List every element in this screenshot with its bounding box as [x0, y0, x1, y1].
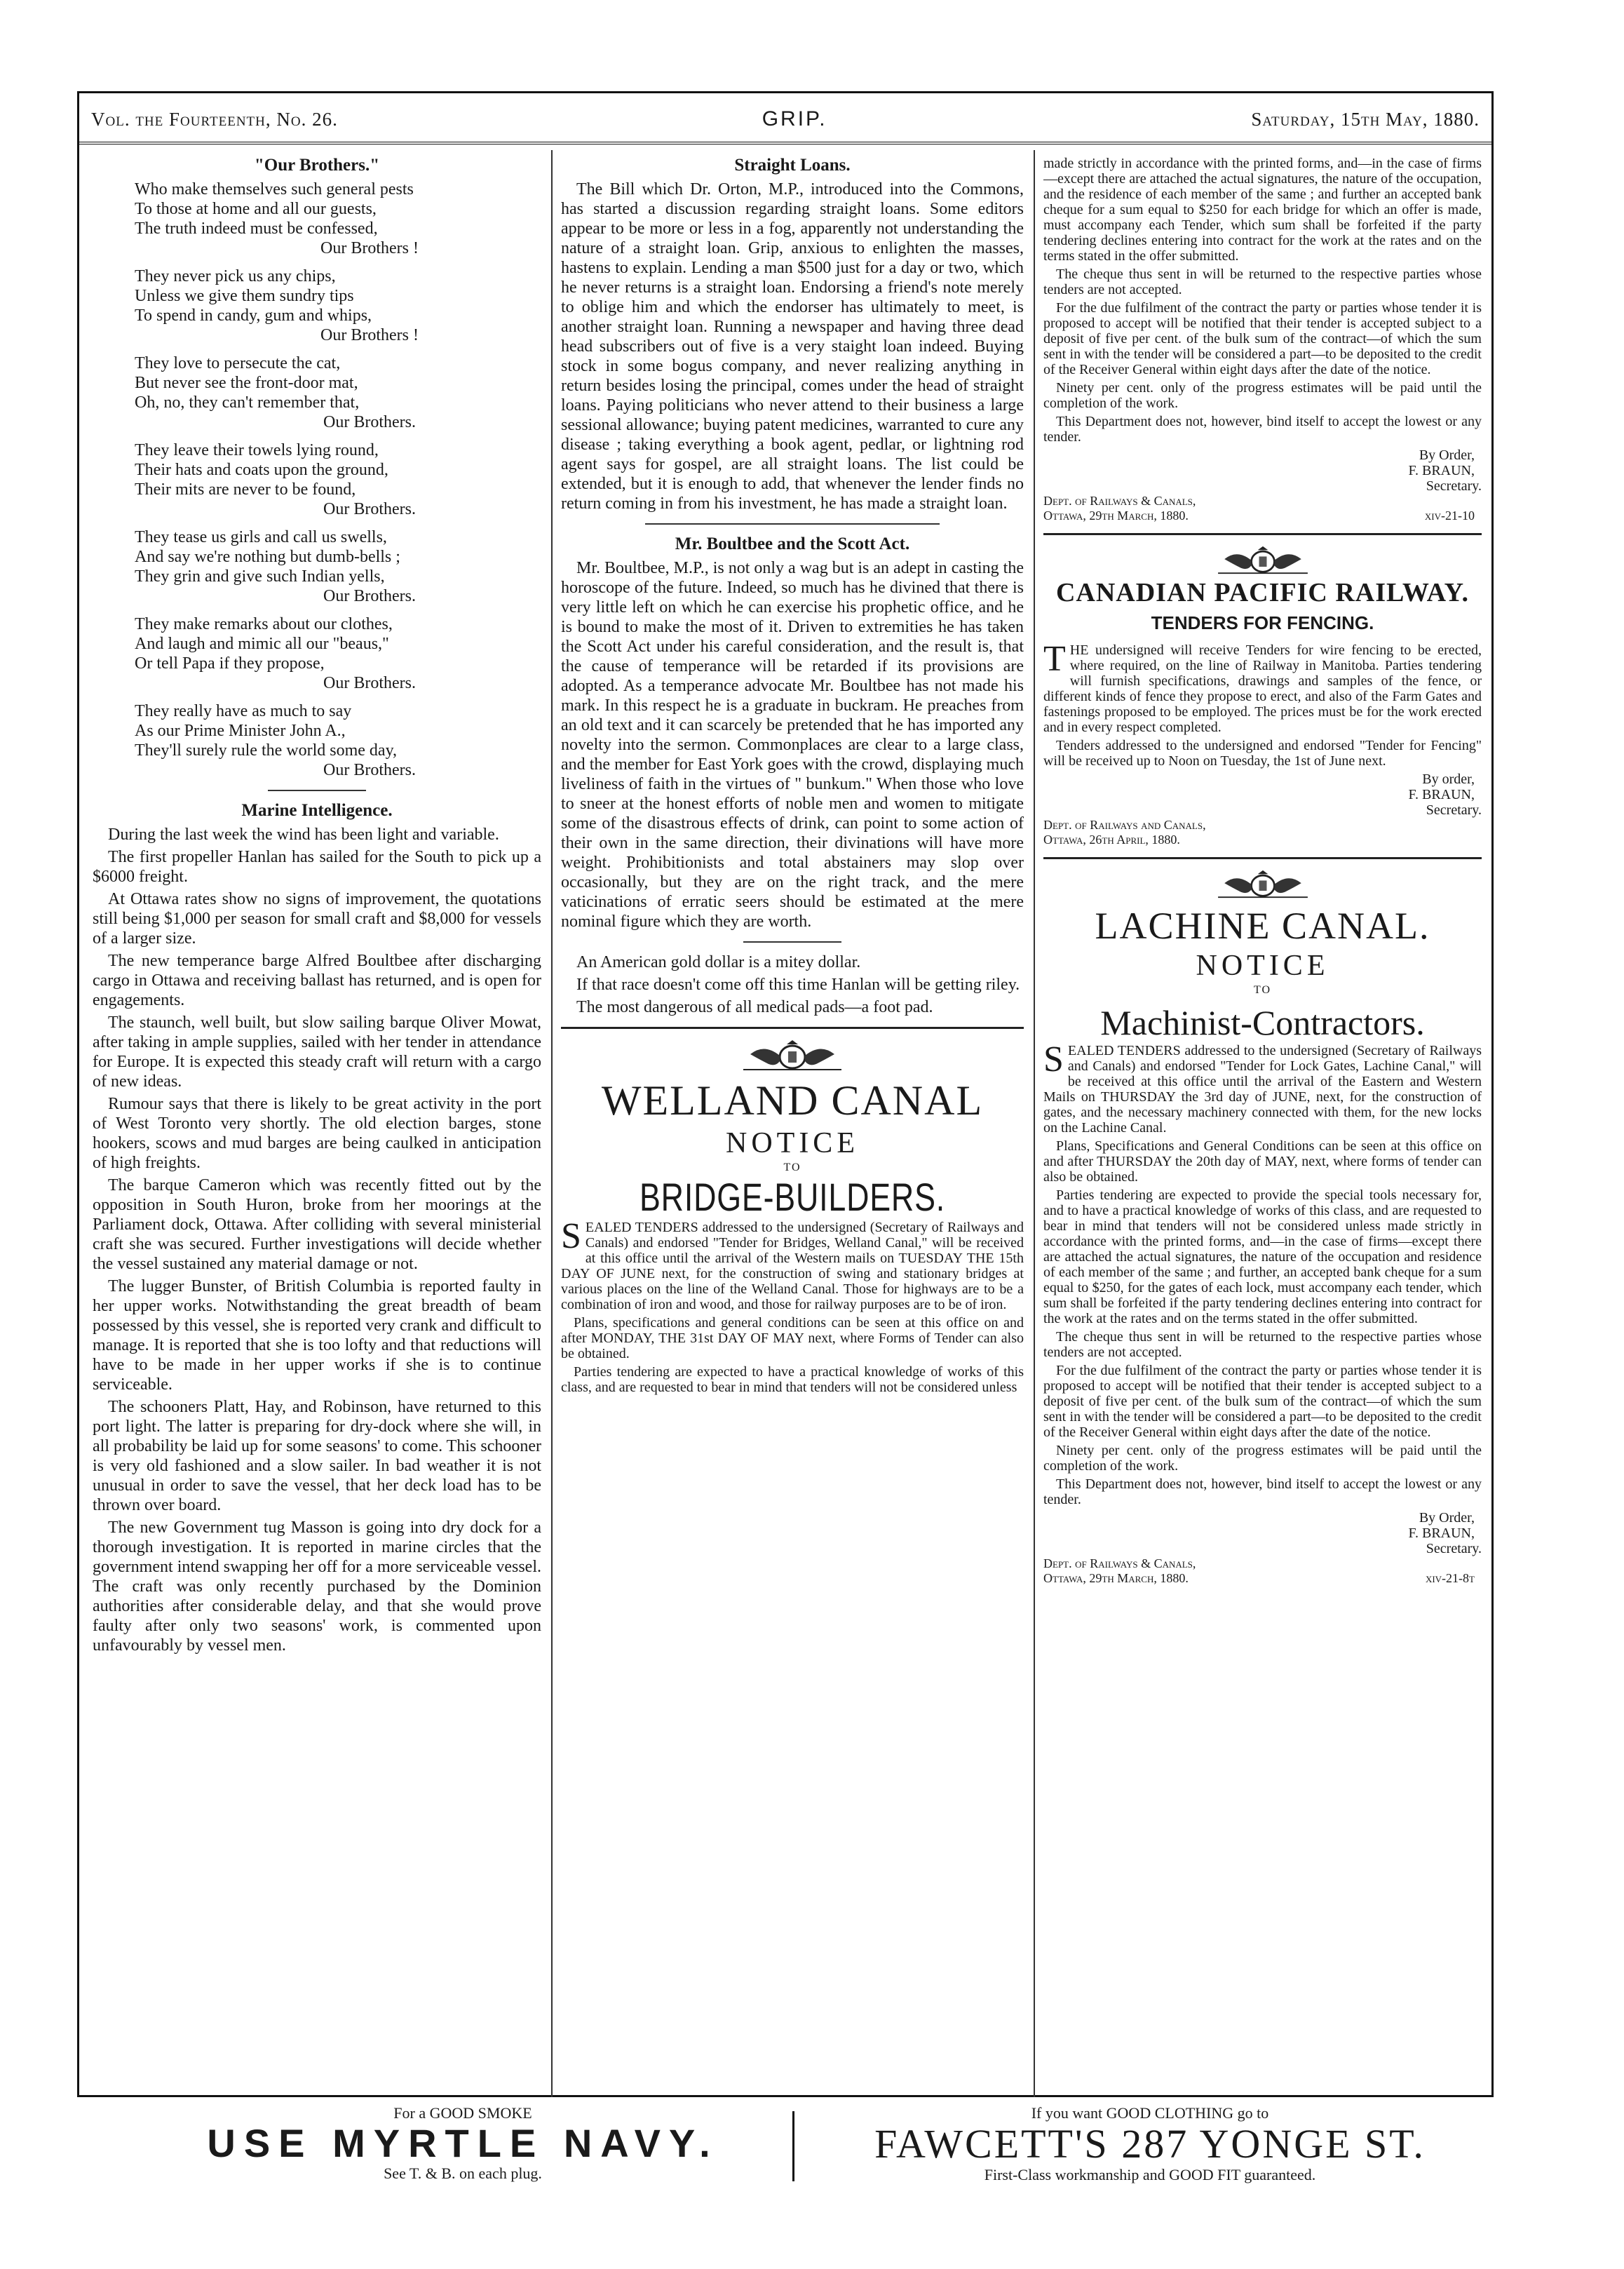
lachine-text: EALED TENDERS addressed to the undersigned (Secretary of Railways and Canals) and endorsed "Tender for Lock Gates, Lachine Canal," will be received at this office until the arrival of the Eastern and Western Mails on THURSDAY the 3rd day of JUNE, next, for the construction of gates, and the necessary machinery connected with them, for the new locks on the Lachine Canal.: [1043, 1043, 1482, 1136]
signature-title: Secretary.: [1426, 1541, 1482, 1556]
ad-rule: [1043, 857, 1482, 859]
welland-continued: [1043, 156, 1482, 523]
by-order: By Order,: [1419, 1510, 1475, 1526]
squib: The most dangerous of all medical pads—a foot pad.: [576, 998, 933, 1016]
cpr-heading: CANADIAN PACIFIC RAILWAY.: [1055, 578, 1470, 607]
poem-line: To spend in candy, gum and whips,: [135, 307, 372, 325]
poem-line: They make remarks about our clothes,: [135, 615, 393, 633]
date-line: [1043, 509, 1482, 523]
poem-stanza: [135, 440, 541, 519]
date-line: [1043, 1571, 1482, 1586]
poem-line: They'll surely rule the world some day,: [135, 741, 398, 760]
lachine-paragraph: [1043, 1039, 1482, 1136]
fawcett-headline: FAWCETT'S 287 YONGE ST.: [874, 2121, 1426, 2167]
welland-cont-paragraph: The cheque thus sent in will be returned to the respective parties whose tenders are not accepted.: [1043, 267, 1482, 297]
poem-stanza: [135, 614, 541, 693]
poem-line: They grin and give such Indian yells,: [135, 567, 385, 586]
poem-refrain: Our Brothers.: [323, 413, 416, 431]
publication-title: GRIP.: [762, 107, 827, 130]
scott-title: Mr. Boultbee and the Scott Act.: [675, 534, 910, 553]
myrtle-bottom-line: See T. & B. on each plug.: [384, 2164, 542, 2182]
marine-paragraph: Rumour says that there is likely to be great activity in the port of West Toronto very shortly. The old election barges, stone hookers, scows and mud barges are being caulked in anticipation of high freights.: [93, 1095, 541, 1172]
welland-text: EALED TENDERS addressed to the undersigned (Secretary of Railways and Canals) and endorsed "Tender for Bridges, Welland Canal," will be received at this office until the arrival of the Western mails on TUESDAY THE 15th DAY OF JUNE next, for the construction of swing and stationary bridges at various places on the line of the Welland Canal. Those for highways are to be a combination of iron and wood, and those for railway purposes are to be of iron.: [561, 1220, 1024, 1312]
article-separator: [268, 790, 366, 791]
myrtle-headline: USE MYRTLE NAVY.: [207, 2121, 719, 2165]
signature-name: F. BRAUN,: [1408, 787, 1475, 802]
marine-title: Marine Intelligence.: [241, 801, 393, 820]
marine-paragraph: The new Government tug Masson is going into dry dock for a thorough investigation. It is reported in marine circles that the government intend swapping her off for a more serviceable vessel. The craft was only recently purchased by the Dominion authorities after considerable delay, and that she would prove faulty after only two seasons' work, is commented upon unfavourably by vessel men.: [93, 1519, 541, 1655]
coat-of-arms-icon: [1210, 545, 1315, 574]
poem-line: They love to persecute the cat,: [135, 354, 341, 372]
poem-line: And say we're nothing but dumb-bells ;: [135, 548, 400, 566]
squib: If that race doesn't come off this time Hanlan will be getting riley.: [576, 976, 1020, 994]
poem-stanza: [135, 527, 541, 606]
signature-name: F. BRAUN,: [1408, 1526, 1475, 1541]
by-order: By Order,: [1419, 447, 1475, 463]
dept-name: Dept. of Railways & Canals,: [1043, 494, 1196, 508]
cpr-text: HE undersigned will receive Tenders for wire fencing to be erected, where required, on the line of Railway in Manitoba. Parties tendering will furnish specifications, drawings and samples of the fence, or different kinds of fence they propose to erect, and also of the Farm Gates and fastenings proposed to be employed. The prices must be for the work erected and in every respect completed.: [1043, 642, 1482, 735]
marine-paragraph: The new temperance barge Alfred Boultbee after discharging cargo in Ottawa and receiving ballast has returned, and is open for engagements.: [93, 952, 541, 1009]
footer-ads: [77, 2104, 1494, 2195]
marine-paragraph: The lugger Bunster, of British Columbia is reported faulty in her upper works. Notwithstanding the great breadth of beam possessed by this vessel, she is reported very crank and difficult to manage. It is reported that she is too lofty and that reductions will have to be made in her upper works if she is to continue serviceable.: [93, 1277, 541, 1394]
poem-line: They never pick us any chips,: [135, 267, 336, 285]
lachine-paragraph: This Department does not, however, bind itself to accept the lowest or any tender.: [1043, 1476, 1482, 1507]
myrtle-navy-ad: [147, 2104, 778, 2183]
ad-rule: [1043, 533, 1482, 535]
column-rule-1: [551, 150, 553, 2097]
fencing-subheading: TENDERS FOR FENCING.: [1151, 612, 1374, 633]
poem-refrain: Our Brothers !: [320, 239, 419, 257]
dept-line: [1043, 818, 1482, 833]
welland-canal-ad: [561, 1039, 1024, 1395]
welland-cont-paragraph: Ninety per cent. only of the progress estimates will be paid until the completion of the work.: [1043, 380, 1482, 411]
poem-line: As our Prime Minister John A.,: [135, 722, 346, 740]
poem-refrain: Our Brothers.: [323, 761, 416, 779]
lachine-paragraph: Plans, Specifications and General Conditions can be seen at this office on and after THURSDAY the 20th day of MAY, next, where forms of tender can also be obtained.: [1043, 1138, 1482, 1185]
poem-line: To those at home and all our guests,: [135, 200, 377, 218]
poem-title: "Our Brothers.": [254, 156, 380, 175]
welland-paragraph: Parties tendering are expected to have a practical knowledge of works of this class, and are requested to bear in mind that tenders will not be considered unless: [561, 1364, 1024, 1395]
dept-name: Dept. of Railways and Canals,: [1043, 818, 1206, 832]
poem: [93, 180, 541, 780]
poem-line: Oh, no, they can't remember that,: [135, 393, 360, 412]
dept-date: Ottawa, 26th April, 1880.: [1043, 833, 1180, 847]
poem-line: The truth indeed must be confessed,: [135, 220, 378, 238]
article-separator: [645, 523, 940, 525]
drop-cap: S: [1043, 1039, 1064, 1079]
poem-line: Their hats and coats upon the ground,: [135, 461, 388, 479]
bridge-builders-heading: BRIDGE-BUILDERS.: [640, 1175, 945, 1219]
to-label: TO: [1253, 984, 1272, 996]
welland-cont-paragraph: For the due fulfilment of the contract the party or parties whose tender it is proposed to accept will be notified that their tender is accepted subject to a deposit of five per cent. of the bulk sum of the contract—of which the sum sent in with the tender will be considered a part—to be deposited to the credit of the Receiver General within eight days after the date of the notice.: [1043, 300, 1482, 377]
poem-refrain: Our Brothers.: [323, 674, 416, 692]
ad-rule: [561, 1027, 1024, 1029]
myrtle-top-line: For a GOOD SMOKE: [393, 2104, 532, 2122]
welland-cont-paragraph: This Department does not, however, bind itself to accept the lowest or any tender.: [1043, 414, 1482, 445]
fawcett-ad: [806, 2104, 1494, 2184]
dept-date: Ottawa, 29th March, 1880.: [1043, 1571, 1189, 1585]
poem-stanza: [135, 180, 541, 258]
ad-code: xiv-21-8t: [1425, 1571, 1475, 1585]
poem-stanza: [135, 354, 541, 432]
fawcett-top-line: If you want GOOD CLOTHING go to: [1031, 2104, 1269, 2122]
scott-paragraph: Mr. Boultbee, M.P., is not only a wag but is an adept in casting the horoscope of the future. Indeed, so much has he divined that there is very little left on which he can exercise his prophetic office, and he is bound to make the most of it. Driven to extremities he has taken the Scott Act under his careful consideration, and the result is, that the cause of temperance will be retarded if its provisions are adopted. As a temperance advocate Mr. Boultbee has not made his mark. In this respect he is a graduate in buckram. He preaches from an old text and it can scarcely be pretended that he has imported any novelty into the sermon. Commonplaces are clear to a large class, and the member for East York goes with the crowd, displaying much liveliness of faith in the virtues of " bunkum." When those who love to sneer at the honest efforts of noble men and women to mitigate some of the disastrous effects of drink, can point to some action of their own in the same direction, their divinations will have more weight. Prohibitionists and total abstainers may slop over occasionally, but they are on the right track, and the mere vaticinations of erratic seers should be estimated at the mere nominal figure which they are worth.: [561, 559, 1024, 931]
column-2: [561, 156, 1024, 2090]
issue-date: Saturday, 15th May, 1880.: [1251, 108, 1480, 130]
marine-paragraph: During the last week the wind has been light and variable.: [108, 826, 499, 844]
loans-title: Straight Loans.: [734, 156, 851, 175]
notice-label: NOTICE: [1196, 950, 1329, 982]
lachine-paragraph: For the due fulfilment of the contract the party or parties whose tender it is proposed to accept will be notified that their tender is accepted subject to a deposit of five per cent. of the bulk sum of the contract—of which the sum sent in with the tender will be considered a part—to be deposited to the credit of the Receiver General within eight days after the date of the notice.: [1043, 1363, 1482, 1440]
dept-name: Dept. of Railways & Canals,: [1043, 1556, 1196, 1570]
notice-label: NOTICE: [726, 1127, 859, 1159]
marine-paragraph: The first propeller Hanlan has sailed for the South to pick up a $6000 freight.: [93, 848, 541, 886]
article-separator: [743, 941, 841, 943]
poem-refrain: Our Brothers !: [320, 326, 419, 344]
masthead: [91, 100, 1480, 139]
lachine-paragraph: Parties tendering are expected to provide the special tools necessary for, and to have a practical knowledge of works of this class, and are requested to bear in mind that tenders will not be considered unless made strictly in accordance with the printed forms, and—in the case of firms—except there are attached the actual signatures, the nature of the occupation and residence of each member of the same ; and further, an accepted bank cheque for a sum equal to $250, for the gates of each lock, must accompany each tender, which sum shall be forfeited if the party tendering declines entering into contract for the work at the rates and on the terms stated in the offer submitted.: [1043, 1187, 1482, 1326]
poem-line: Unless we give them sundry tips: [135, 287, 354, 305]
cpr-paragraph: [1043, 639, 1482, 735]
poem-line: They leave their towels lying round,: [135, 441, 379, 459]
fawcett-bottom-line: First-Class workmanship and GOOD FIT guaranteed.: [984, 2166, 1316, 2183]
drop-cap: S: [561, 1216, 581, 1256]
poem-stanza: [135, 701, 541, 780]
volume-info: Vol. the Fourteenth, No. 26.: [91, 108, 338, 130]
column-3: [1043, 156, 1482, 2090]
column-1: [93, 156, 541, 2090]
coat-of-arms-icon: [736, 1039, 848, 1071]
by-order: By order,: [1422, 772, 1475, 787]
marine-paragraph: At Ottawa rates show no signs of improvement, the quotations still being $1,000 per season for small craft and $8,000 for vessels of a larger size.: [93, 890, 541, 948]
poem-stanza: [135, 267, 541, 345]
machinist-heading: Machinist-Contractors.: [1100, 1003, 1425, 1042]
signature-title: Secretary.: [1426, 802, 1482, 818]
welland-paragraph: [561, 1216, 1024, 1312]
poem-line: But never see the front-door mat,: [135, 374, 358, 392]
column-rule-2: [1034, 150, 1035, 2097]
poem-line: And laugh and mimic all our "beaus,": [135, 635, 389, 653]
newspaper-page: [77, 91, 1494, 2183]
welland-paragraph: Plans, specifications and general conditions can be seen at this office on and after MONDAY, THE 31st DAY OF MAY next, where Forms of Tender can also be obtained.: [561, 1315, 1024, 1361]
footer-divider: [792, 2111, 794, 2181]
squib: An American gold dollar is a mitey dollar.: [576, 953, 861, 971]
signature-name: F. BRAUN,: [1408, 463, 1475, 478]
welland-cont-paragraph: made strictly in accordance with the printed forms, and—in the case of firms—except there are attached the actual signatures, the nature of the occupation, and the residence of each member of the same ; and further an accepted bank cheque for a sum equal to $250 for each bridge for which an offer is made, must accompany each Tender, which sum shall be forfeited if the party tendering declines entering into contract for the work at the rates and on the terms stated in the offer submitted.: [1043, 156, 1482, 264]
welland-heading: WELLAND CANAL: [601, 1077, 984, 1124]
loans-paragraph: The Bill which Dr. Orton, M.P., introduced into the Commons, has started a discussion regarding straight loans. Some editors appear to be more or less in a fog, apparently not understanding the nature of a straight loan. Grip, anxious to enlighten the masses, hastens to explain. Lending a man $500 just for a day or two, which he never returns is a straight loan. Endorsing a friend's note merely to oblige him and which the endorser has ultimately to meet, is another straight loan. Running a newspaper and having three dead head subscribers out of five is a very staight loan indeed. Buying stock in some bogus company, and never realizing anything in return besides losing the principal, comes under the head of straight loans. Paying politicians who never attend to their business a large sessional allowance; buying patent medicines, warranted to cure any disease ; taking everything a book agent, pedlar, or lightning rod agent says for gospel, are all straight loans. The list could be extended, but it is enough to add, that whenever the lender finds no return coming in from his investment, he has made a straight loan.: [561, 180, 1024, 513]
poem-line: Who make themselves such general pests: [135, 180, 414, 198]
lachine-paragraph: Ninety per cent. only of the progress estimates will be paid until the completion of the work.: [1043, 1443, 1482, 1474]
poem-refrain: Our Brothers.: [323, 500, 416, 518]
header-rule: [77, 142, 1494, 144]
date-line: [1043, 833, 1482, 847]
lachine-canal-ad: [1043, 869, 1482, 1586]
poem-line: They tease us girls and call us swells,: [135, 528, 387, 546]
to-label: TO: [783, 1162, 801, 1173]
marine-paragraph: The schooners Platt, Hay, and Robinson, have returned to this port light. The latter is preparing for dry-dock where she will, in all probability be laid up for some seasons' to come. This schooner is very old fashioned and a slow sailer. In bad weather it is not unusual in order to save the vessel, that her deck load has to be thrown over board.: [93, 1398, 541, 1514]
poem-line: They really have as much to say: [135, 702, 352, 720]
dept-line: [1043, 494, 1482, 509]
drop-cap: T: [1043, 639, 1066, 679]
lachine-paragraph: The cheque thus sent in will be returned to the respective parties whose tenders are not accepted.: [1043, 1329, 1482, 1360]
lachine-heading: LACHINE CANAL.: [1095, 905, 1430, 947]
poem-line: Or tell Papa if they propose,: [135, 654, 325, 673]
cpr-ad: [1043, 545, 1482, 847]
ad-code: xiv-21-10: [1424, 509, 1475, 523]
marine-paragraph: The staunch, well built, but slow sailing barque Oliver Mowat, after taking in ample supplies, sailed with her tender in attendance for Europe. It is expected this steady craft will return with a cargo of new ideas.: [93, 1014, 541, 1091]
dept-line: [1043, 1556, 1482, 1571]
cpr-paragraph: Tenders addressed to the undersigned and endorsed "Tender for Fencing" will be received up to Noon on Tuesday, the 1st of June next.: [1043, 738, 1482, 769]
coat-of-arms-icon: [1210, 869, 1315, 898]
signature-title: Secretary.: [1426, 478, 1482, 494]
poem-refrain: Our Brothers.: [323, 587, 416, 605]
marine-paragraph: The barque Cameron which was recently fitted out by the opposition in South Huron, broke from her moorings at the Parliament dock, Ottawa. After colliding with several ministerial craft she was secured. Further investigations will decide whether the vessel sustained any material damage or not.: [93, 1176, 541, 1273]
dept-date: Ottawa, 29th March, 1880.: [1043, 509, 1189, 523]
poem-line: Their mits are never to be found,: [135, 480, 356, 499]
